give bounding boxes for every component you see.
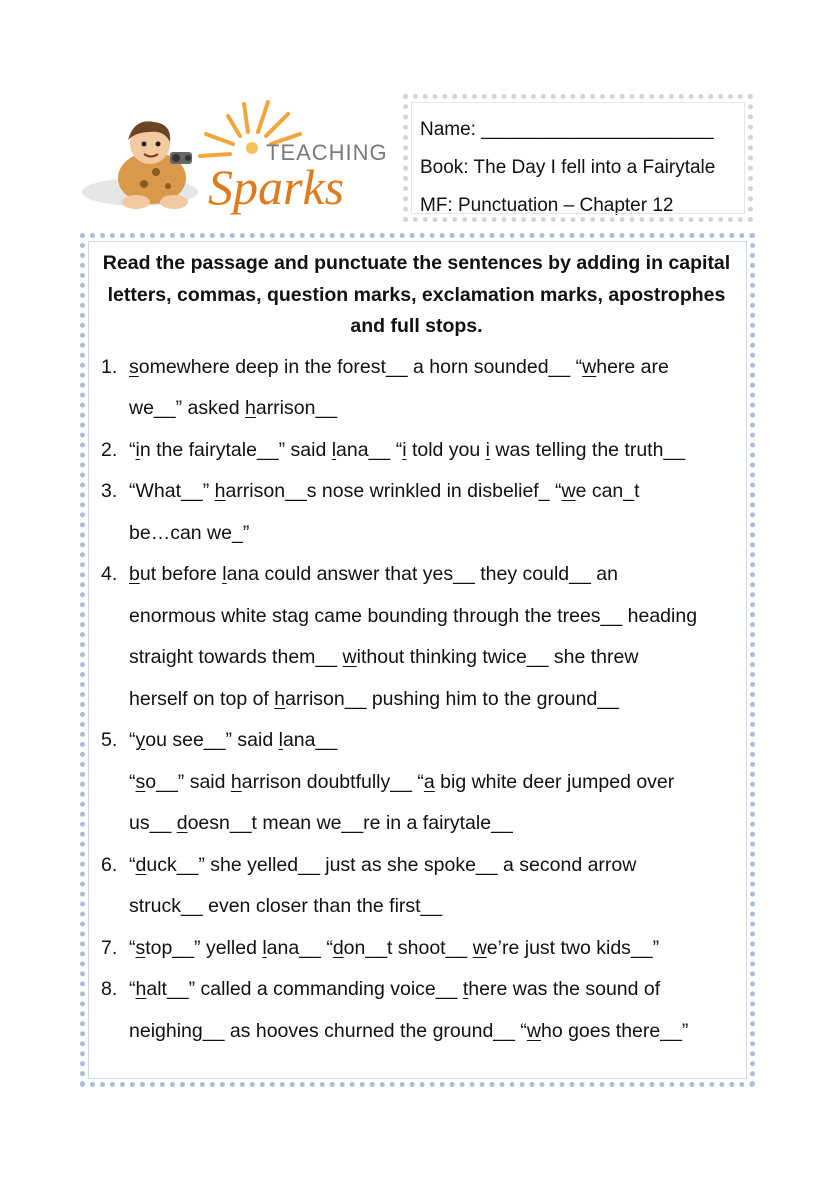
question-number: 2. — [101, 438, 118, 461]
question-item — [101, 430, 732, 472]
sentence-text: ana__ “ — [266, 936, 333, 959]
logo-word-teaching: TEACHING — [266, 140, 388, 165]
sentence-text: big white deer jumped over — [434, 770, 675, 793]
topic-label: MF: Punctuation – Chapter 12 — [420, 195, 674, 216]
sentence-text: enormous white stag came bounding through the trees__ heading — [129, 604, 698, 627]
capital-marker-letter: w — [342, 646, 357, 668]
question-number: 4. — [101, 563, 118, 585]
capital-marker-letter: h — [135, 978, 147, 1000]
capital-marker-letter: t — [462, 978, 469, 1000]
question-line — [129, 430, 732, 472]
question-line — [129, 803, 732, 845]
sentence-text: oesn__t mean we__re in a fairytale__ — [187, 812, 513, 834]
sentence-text: ou see__” said — [145, 729, 279, 751]
capital-marker-letter: w — [582, 355, 597, 378]
capital-marker-letter: y — [135, 729, 146, 751]
capital-marker-letter: l — [262, 936, 267, 959]
capital-marker-letter: w — [526, 1019, 541, 1042]
capital-marker-letter: d — [176, 812, 188, 834]
sentence-text: ana__ — [282, 729, 338, 751]
caveman-mascot-icon — [82, 121, 198, 209]
sentence-text: top__” yelled — [145, 936, 263, 959]
capital-marker-letter: d — [332, 936, 344, 959]
teaching-sparks-logo — [78, 96, 390, 220]
capital-marker-letter: h — [230, 770, 242, 793]
question-item — [101, 347, 732, 430]
sentence-text: alt__” called a commanding voice__ — [146, 978, 463, 1000]
sentence-text: “ — [129, 729, 136, 751]
sentence-text: be…can we_” — [129, 521, 250, 544]
sentence-text: us__ — [129, 812, 177, 834]
capital-marker-letter: d — [135, 853, 147, 876]
capital-marker-letter: i — [135, 438, 140, 461]
instructions-text: Read the passage and punctuate the sentences by adding in capital letters, commas, question marks, exclamation marks, apostrophes and full stops. — [102, 252, 731, 337]
question-number: 8. — [101, 978, 118, 1000]
capital-marker-letter: h — [274, 687, 286, 710]
capital-marker-letter: j — [325, 853, 330, 876]
sentence-text: arrison__ — [255, 397, 338, 419]
sentence-text: was telling the truth__ — [490, 438, 686, 461]
question-item — [101, 928, 732, 970]
sentence-text: “ — [129, 936, 136, 959]
question-line — [129, 1011, 732, 1053]
question-number: 5. — [101, 729, 118, 751]
sentence-text: omewhere deep in the forest__ a horn sounded__ “ — [138, 355, 583, 378]
sentence-text: ut before — [139, 563, 223, 585]
sentence-text: uck__” she yelled__ — [146, 853, 326, 876]
capital-marker-letter: w — [472, 936, 487, 959]
book-title: Book: The Day I fell into a Fairytale — [420, 157, 716, 178]
capital-marker-letter: l — [278, 729, 283, 751]
capital-marker-letter: i — [402, 438, 407, 461]
capital-marker-letter: i — [485, 438, 491, 461]
sentence-text: here was the sound of — [468, 978, 661, 1000]
question-line — [129, 596, 732, 638]
question-item — [101, 471, 732, 554]
sentence-text: “ — [129, 770, 136, 793]
sentence-text: straight towards them__ — [129, 646, 343, 668]
sentence-text: ho goes there__” — [540, 1019, 689, 1042]
sentence-text: arrison__ pushing him to the ground__ — [285, 687, 620, 710]
capital-marker-letter: s — [129, 355, 139, 378]
capital-marker-letter: b — [129, 563, 140, 585]
name-field[interactable]: Name: ______________________ — [420, 119, 714, 140]
question-line — [129, 762, 732, 804]
sentence-text: arrison doubtfully__ “ — [241, 770, 424, 793]
capital-marker-letter: w — [561, 480, 576, 502]
sentence-text: struck__ even closer than the first__ — [129, 895, 443, 917]
capital-marker-letter: l — [222, 563, 227, 585]
sentence-text: on__t shoot__ — [343, 936, 473, 959]
sentence-text: o__” said — [145, 770, 231, 793]
question-line — [129, 845, 732, 887]
sentence-text: ust as she spoke__ a second arrow — [329, 853, 637, 876]
sentence-text: e can_t — [575, 480, 640, 502]
question-number: 7. — [101, 936, 118, 959]
question-number: 1. — [101, 355, 118, 378]
question-line — [129, 513, 732, 555]
question-line — [129, 388, 732, 430]
sentence-text: n the fairytale__” said — [139, 438, 332, 461]
sentence-text: e’re just two kids__” — [486, 936, 660, 959]
capital-marker-letter: a — [423, 770, 435, 793]
question-item — [101, 720, 732, 845]
question-line — [129, 347, 732, 389]
question-line — [129, 720, 732, 762]
capital-marker-letter: h — [244, 397, 256, 419]
sentence-text: “ — [129, 978, 136, 1000]
capital-marker-letter: s — [135, 936, 146, 959]
sentence-text: “What__” — [129, 480, 215, 502]
sentence-text: neighing__ as hooves churned the ground__ “ — [129, 1019, 527, 1042]
sentence-text: ana__ “ — [336, 438, 403, 461]
sentence-text: ithout thinking twice__ she threw — [356, 646, 639, 668]
question-line — [129, 554, 732, 596]
sentence-text: we__” asked — [129, 397, 245, 419]
question-line — [129, 637, 732, 679]
capital-marker-letter: s — [135, 770, 146, 793]
logo-graphic — [78, 96, 390, 220]
question-item — [101, 845, 732, 928]
question-item — [101, 969, 732, 1052]
worksheet-box — [80, 233, 755, 1087]
sentence-text: arrison__s nose wrinkled in disbelief_ “ — [225, 480, 562, 502]
question-item — [101, 554, 732, 720]
question-line — [129, 471, 732, 513]
student-info-box — [403, 94, 753, 222]
sentence-text: “ — [129, 853, 136, 876]
logo-word-sparks: Sparks — [208, 159, 345, 215]
question-list — [101, 347, 732, 1053]
question-number: 3. — [101, 480, 118, 502]
sentence-text: told you — [406, 438, 486, 461]
question-number: 6. — [101, 853, 118, 876]
capital-marker-letter: l — [331, 438, 337, 461]
sentence-text: “ — [129, 438, 136, 461]
capital-marker-letter: h — [214, 480, 226, 502]
question-line — [129, 886, 732, 928]
sentence-text: herself on top of — [129, 687, 275, 710]
question-line — [129, 969, 732, 1011]
sentence-text: here are — [596, 355, 669, 378]
question-line — [129, 928, 732, 970]
sentence-text: ana could answer that yes__ they could__ an — [226, 563, 618, 585]
question-line — [129, 679, 732, 721]
